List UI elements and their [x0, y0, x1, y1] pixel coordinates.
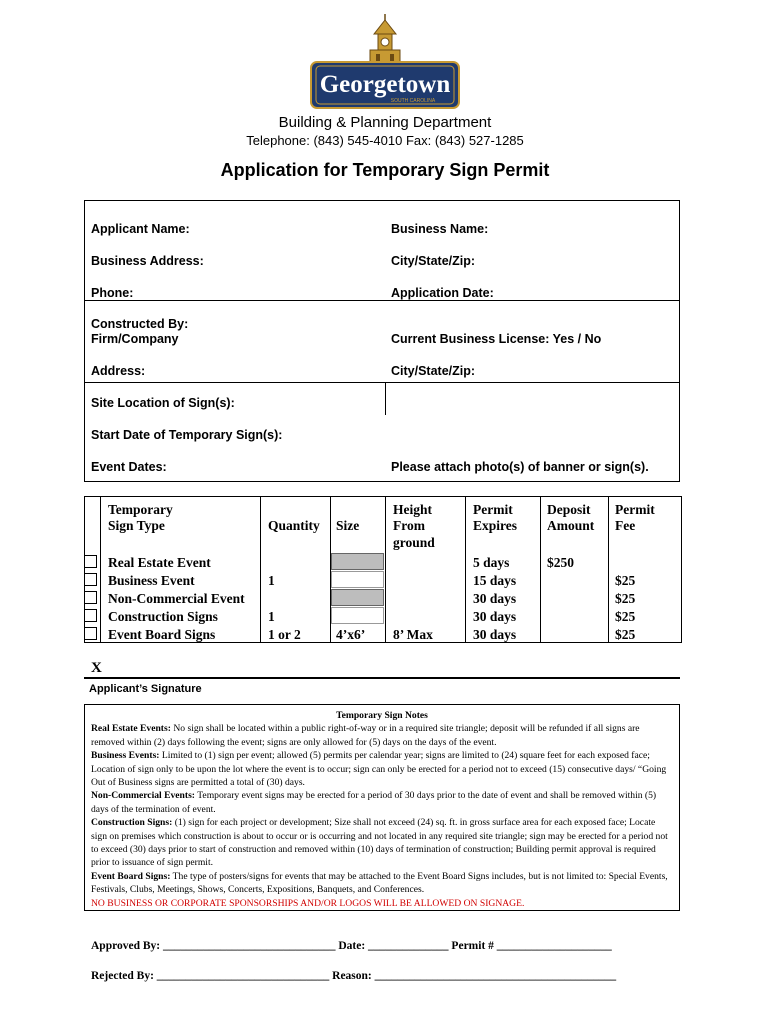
phone-label[interactable]: Phone:	[91, 286, 134, 300]
header-sign-type-1: Temporary	[108, 502, 173, 517]
header-height-2: From	[393, 518, 425, 533]
column-divider	[540, 496, 541, 643]
note-event-board	[91, 870, 673, 897]
size-cell[interactable]	[331, 607, 384, 624]
business-event-checkbox[interactable]	[84, 573, 97, 586]
start-date-label[interactable]: Start Date of Temporary Sign(s):	[91, 428, 283, 442]
row-sign-type: Business Event	[108, 573, 195, 588]
row-height: 8’ Max	[393, 627, 433, 642]
header-deposit-1: Deposit	[547, 502, 591, 517]
header-fee-2: Fee	[615, 518, 636, 533]
note-text: The type of posters/signs for events that may be attached to the Event Board Signs includes, but is not limited to: Special Events, Festivals, Clubs, Meetings, Shows, Concerts, Expositions, Banquets, and Conferences.	[91, 870, 668, 896]
note-text: Limited to (1) sign per event; allowed (5) permits per calendar year; signs are limited to (24) square feet for each exposed face; Location of sign only to be upon the lot where the event is to occur; sign can only be erected for a period not to exceed (15) consecutive days/ “Going Out of Business signs are permitted a total of (30) days.	[91, 750, 667, 789]
row-expires: 30 days	[473, 591, 517, 606]
row-sign-type: Real Estate Event	[108, 555, 211, 570]
divider	[385, 382, 386, 415]
header-expires-2: Expires	[473, 518, 518, 533]
row-quantity: 1	[268, 609, 275, 624]
note-label: Construction Signs:	[91, 817, 173, 829]
applicant-info-box	[84, 200, 680, 482]
approved-by-line[interactable]: Approved By: ______________________________ Date: ______________ Permit # ____________________	[91, 940, 612, 952]
non-commercial-checkbox[interactable]	[84, 591, 97, 604]
header-sign-type-2: Sign Type	[108, 518, 165, 533]
temporary-sign-notes	[84, 704, 680, 911]
header-height-3: ground	[393, 535, 435, 550]
row-fee: $25	[615, 591, 636, 606]
site-location-label[interactable]: Site Location of Sign(s):	[91, 396, 235, 410]
row-quantity: 1 or 2	[268, 627, 301, 642]
note-text: No sign shall be located within a public right-of-way or in a required site triangle; deposit will be refunded if all signs are removed within (2) days following the event; signs are only allowed for (5) days on the days of the event.	[91, 723, 640, 748]
form-title: Application for Temporary Sign Permit	[220, 160, 550, 180]
note-construction	[91, 816, 673, 870]
event-board-checkbox[interactable]	[84, 627, 97, 640]
department-name: Building & Planning Department	[278, 114, 492, 131]
address-label[interactable]: Address:	[91, 364, 146, 378]
signature-x-mark: X	[91, 660, 102, 676]
divider	[85, 382, 679, 383]
header-size: Size	[336, 518, 360, 533]
row-sign-type: Non-Commercial Event	[108, 591, 245, 606]
georgetown-logo	[310, 14, 460, 110]
column-divider	[385, 496, 386, 643]
row-size: 4’x6’	[336, 627, 366, 642]
event-dates-label[interactable]: Event Dates:	[91, 460, 167, 474]
signature-label: Applicant’s Signature	[89, 683, 202, 695]
shaded-cell	[331, 553, 384, 570]
constructed-by-label: Constructed By:	[91, 317, 189, 331]
current-license-label[interactable]: Current Business License: Yes / No	[391, 332, 602, 346]
row-fee: $25	[615, 627, 636, 642]
header-height-1: Height	[393, 502, 432, 517]
note-label: Non-Commercial Events:	[91, 790, 196, 802]
attach-photo-note: Please attach photo(s) of banner or sign(s).	[391, 460, 649, 474]
city-state-zip-label[interactable]: City/State/Zip:	[391, 364, 476, 378]
row-fee: $25	[615, 609, 636, 624]
city-state-zip-label[interactable]: City/State/Zip:	[391, 254, 476, 268]
row-sign-type: Construction Signs	[108, 609, 218, 624]
note-text: (1) sign for each project or development; Size shall not exceed (24) sq. ft. in gross surface area for each exposed face; Locate sign on premises which construction is about to occur or is occurring and not located in any required site triangle; sign may be erected for a period not to exceed (30) days prior to start of construction and removed within (10) days of termination of construction; Building permit approval is required prior to issuance of sign permit.	[91, 817, 668, 869]
row-sign-type: Event Board Signs	[108, 627, 216, 642]
logo-sub: SOUTH CAROLINA	[390, 98, 436, 104]
size-cell[interactable]	[331, 571, 384, 588]
note-real-estate	[91, 722, 673, 749]
firm-company-label[interactable]: Firm/Company	[91, 332, 179, 346]
row-quantity: 1	[268, 573, 275, 588]
row-deposit: $250	[547, 555, 574, 570]
real-estate-checkbox[interactable]	[84, 555, 97, 568]
notes-heading: Temporary Sign Notes	[336, 710, 428, 721]
header-fee-1: Permit	[615, 502, 655, 517]
column-divider	[100, 496, 101, 643]
construction-checkbox[interactable]	[84, 609, 97, 622]
note-label: Business Events:	[91, 750, 160, 762]
business-address-label[interactable]: Business Address:	[91, 254, 204, 268]
note-text: Temporary event signs may be erected for a period of 30 days prior to the date of event and shall be removed within (5) days of the termination of event.	[91, 790, 657, 815]
application-date-label[interactable]: Application Date:	[391, 286, 494, 300]
signature-line[interactable]	[84, 677, 680, 679]
table-border	[84, 496, 682, 497]
shaded-cell	[331, 589, 384, 606]
note-label: Real Estate Events:	[91, 723, 171, 735]
logo-name: Georgetown	[319, 71, 451, 98]
row-expires: 5 days	[473, 555, 510, 570]
table-border	[681, 496, 682, 643]
note-label: Event Board Signs:	[91, 870, 171, 882]
note-non-commercial	[91, 789, 673, 816]
row-fee: $25	[615, 573, 636, 588]
column-divider	[465, 496, 466, 643]
department-phone: Telephone: (843) 545-4010 Fax: (843) 527-1285	[246, 133, 524, 148]
sponsorship-warning: NO BUSINESS OR CORPORATE SPONSORSHIPS AND/OR LOGOS WILL BE ALLOWED ON SIGNAGE.	[91, 897, 525, 909]
row-expires: 30 days	[473, 627, 517, 642]
header-expires-1: Permit	[473, 502, 513, 517]
header-deposit-2: Amount	[547, 518, 595, 533]
header-quantity: Quantity	[268, 518, 320, 533]
column-divider	[260, 496, 261, 643]
business-name-label[interactable]: Business Name:	[391, 222, 489, 236]
row-expires: 30 days	[473, 609, 517, 624]
note-business	[91, 749, 673, 789]
divider	[85, 300, 679, 301]
column-divider	[608, 496, 609, 643]
applicant-name-label[interactable]: Applicant Name:	[91, 222, 190, 236]
rejected-by-line[interactable]: Rejected By: ______________________________ Reason: __________________________________________	[91, 970, 617, 982]
row-expires: 15 days	[473, 573, 517, 588]
